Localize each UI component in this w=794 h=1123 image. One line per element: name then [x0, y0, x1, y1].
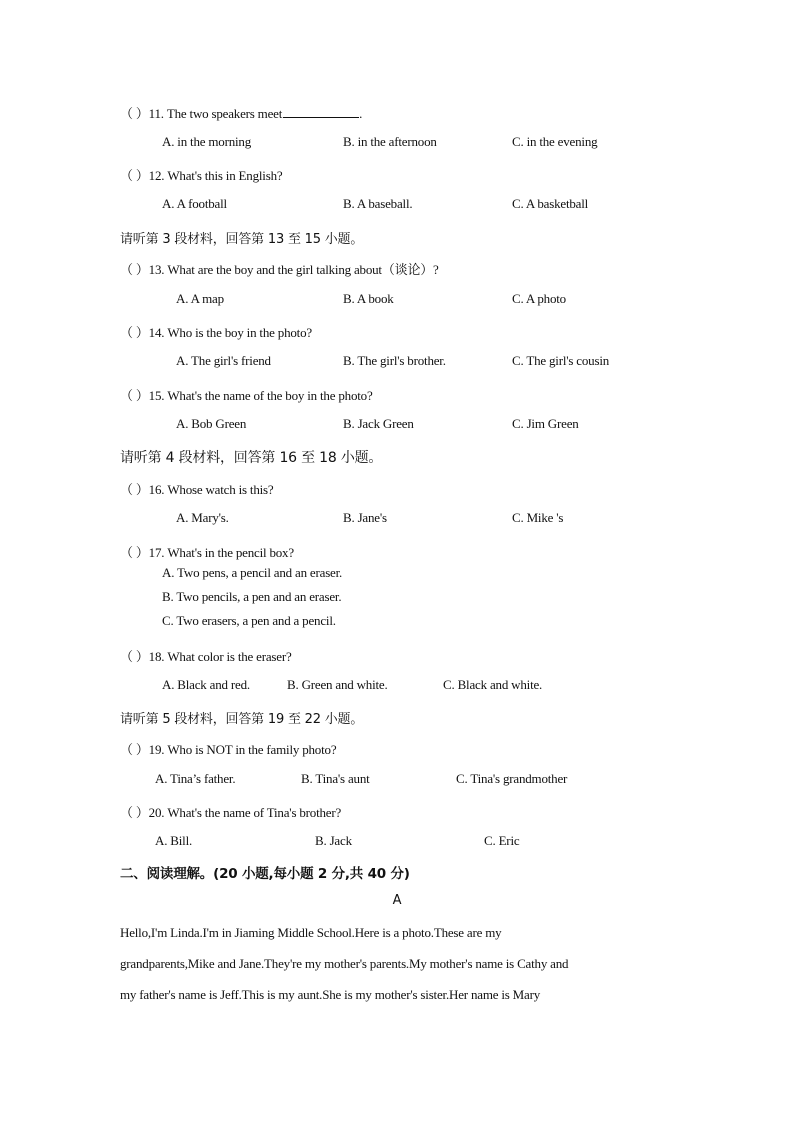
question-18-stem: （ ）18. What color is the eraser?	[120, 649, 292, 664]
question-18-option-a: A. Black and red.	[162, 677, 250, 692]
question-12-option-a: A. A football	[162, 196, 227, 211]
question-11-stem: （ ）11. The two speakers meet .	[120, 106, 363, 121]
question-12-option-c: C. A basketball	[512, 196, 589, 211]
question-19-stem: （ ）19. Who is NOT in the family photo?	[120, 742, 337, 757]
question-14-option-c: C. The girl's cousin	[512, 353, 610, 368]
question-16-option-c: C. Mike 's	[512, 510, 564, 525]
answer-blank	[283, 105, 359, 118]
section-5-instruction: 请听第 5 段材料，回答第 19 至 22 小题。	[120, 712, 364, 727]
question-13-stem: （ ）13. What are the boy and the girl talking about（谈论）?	[120, 262, 439, 277]
question-18-option-c: C. Black and white.	[443, 677, 543, 692]
passage-label: A	[392, 893, 402, 908]
reading-section-heading: 二、阅读理解。(20 小题,每小题 2 分,共 40 分)	[120, 866, 410, 882]
question-15-stem: （ ）15. What's the name of the boy in the photo?	[120, 388, 373, 403]
passage-line-3: my father's name is Jeff.This is my aunt.She is my mother's sister.Her name is Mary	[120, 987, 541, 1002]
question-20-option-a: A. Bill.	[155, 833, 193, 848]
question-15-option-a: A. Bob Green	[176, 416, 247, 431]
question-19-option-b: B. Tina's aunt	[301, 771, 370, 786]
question-13-option-c: C. A photo	[512, 291, 566, 306]
question-17-option-c: C. Two erasers, a pen and a pencil.	[162, 613, 336, 628]
question-13-option-a: A. A map	[176, 291, 224, 306]
question-19-option-a: A. Tina’s father.	[155, 771, 236, 786]
question-18-option-b: B. Green and white.	[287, 677, 388, 692]
question-12-stem: （ ）12. What's this in English?	[120, 168, 283, 183]
question-12-option-b: B. A baseball.	[343, 196, 413, 211]
question-17-option-a: A. Two pens, a pencil and an eraser.	[162, 565, 343, 580]
question-20-option-c: C. Eric	[484, 833, 520, 848]
question-16-option-a: A. Mary's.	[176, 510, 229, 525]
question-14-option-b: B. The girl's brother.	[343, 353, 446, 368]
question-14-stem: （ ）14. Who is the boy in the photo?	[120, 325, 312, 340]
question-20-option-b: B. Jack	[315, 833, 352, 848]
question-15-option-c: C. Jim Green	[512, 416, 579, 431]
question-16-option-b: B. Jane's	[343, 510, 387, 525]
question-15-option-b: B. Jack Green	[343, 416, 414, 431]
question-11-option-c: C. in the evening	[512, 134, 598, 149]
passage-line-2: grandparents,Mike and Jane.They're my mother's parents.My mother's name is Cathy and	[120, 956, 569, 971]
question-11-option-b: B. in the afternoon	[343, 134, 437, 149]
question-17-option-b: B. Two pencils, a pen and an eraser.	[162, 589, 342, 604]
question-19-option-c: C. Tina's grandmother	[456, 771, 568, 786]
question-14-option-a: A. The girl's friend	[176, 353, 271, 368]
question-13-option-b: B. A book	[343, 291, 394, 306]
question-17-stem: （ ）17. What's in the pencil box?	[120, 545, 294, 560]
question-20-stem: （ ）20. What's the name of Tina's brother?	[120, 805, 342, 820]
passage-line-1: Hello,I'm Linda.I'm in Jiaming Middle School.Here is a photo.These are my	[120, 925, 502, 940]
question-11-option-a: A. in the morning	[162, 134, 252, 149]
section-3-instruction: 请听第 3 段材料，回答第 13 至 15 小题。	[120, 232, 364, 247]
question-16-stem: （ ）16. Whose watch is this?	[120, 482, 274, 497]
section-4-instruction: 请听第 4 段材料，回答第 16 至 18 小题。	[120, 450, 383, 466]
